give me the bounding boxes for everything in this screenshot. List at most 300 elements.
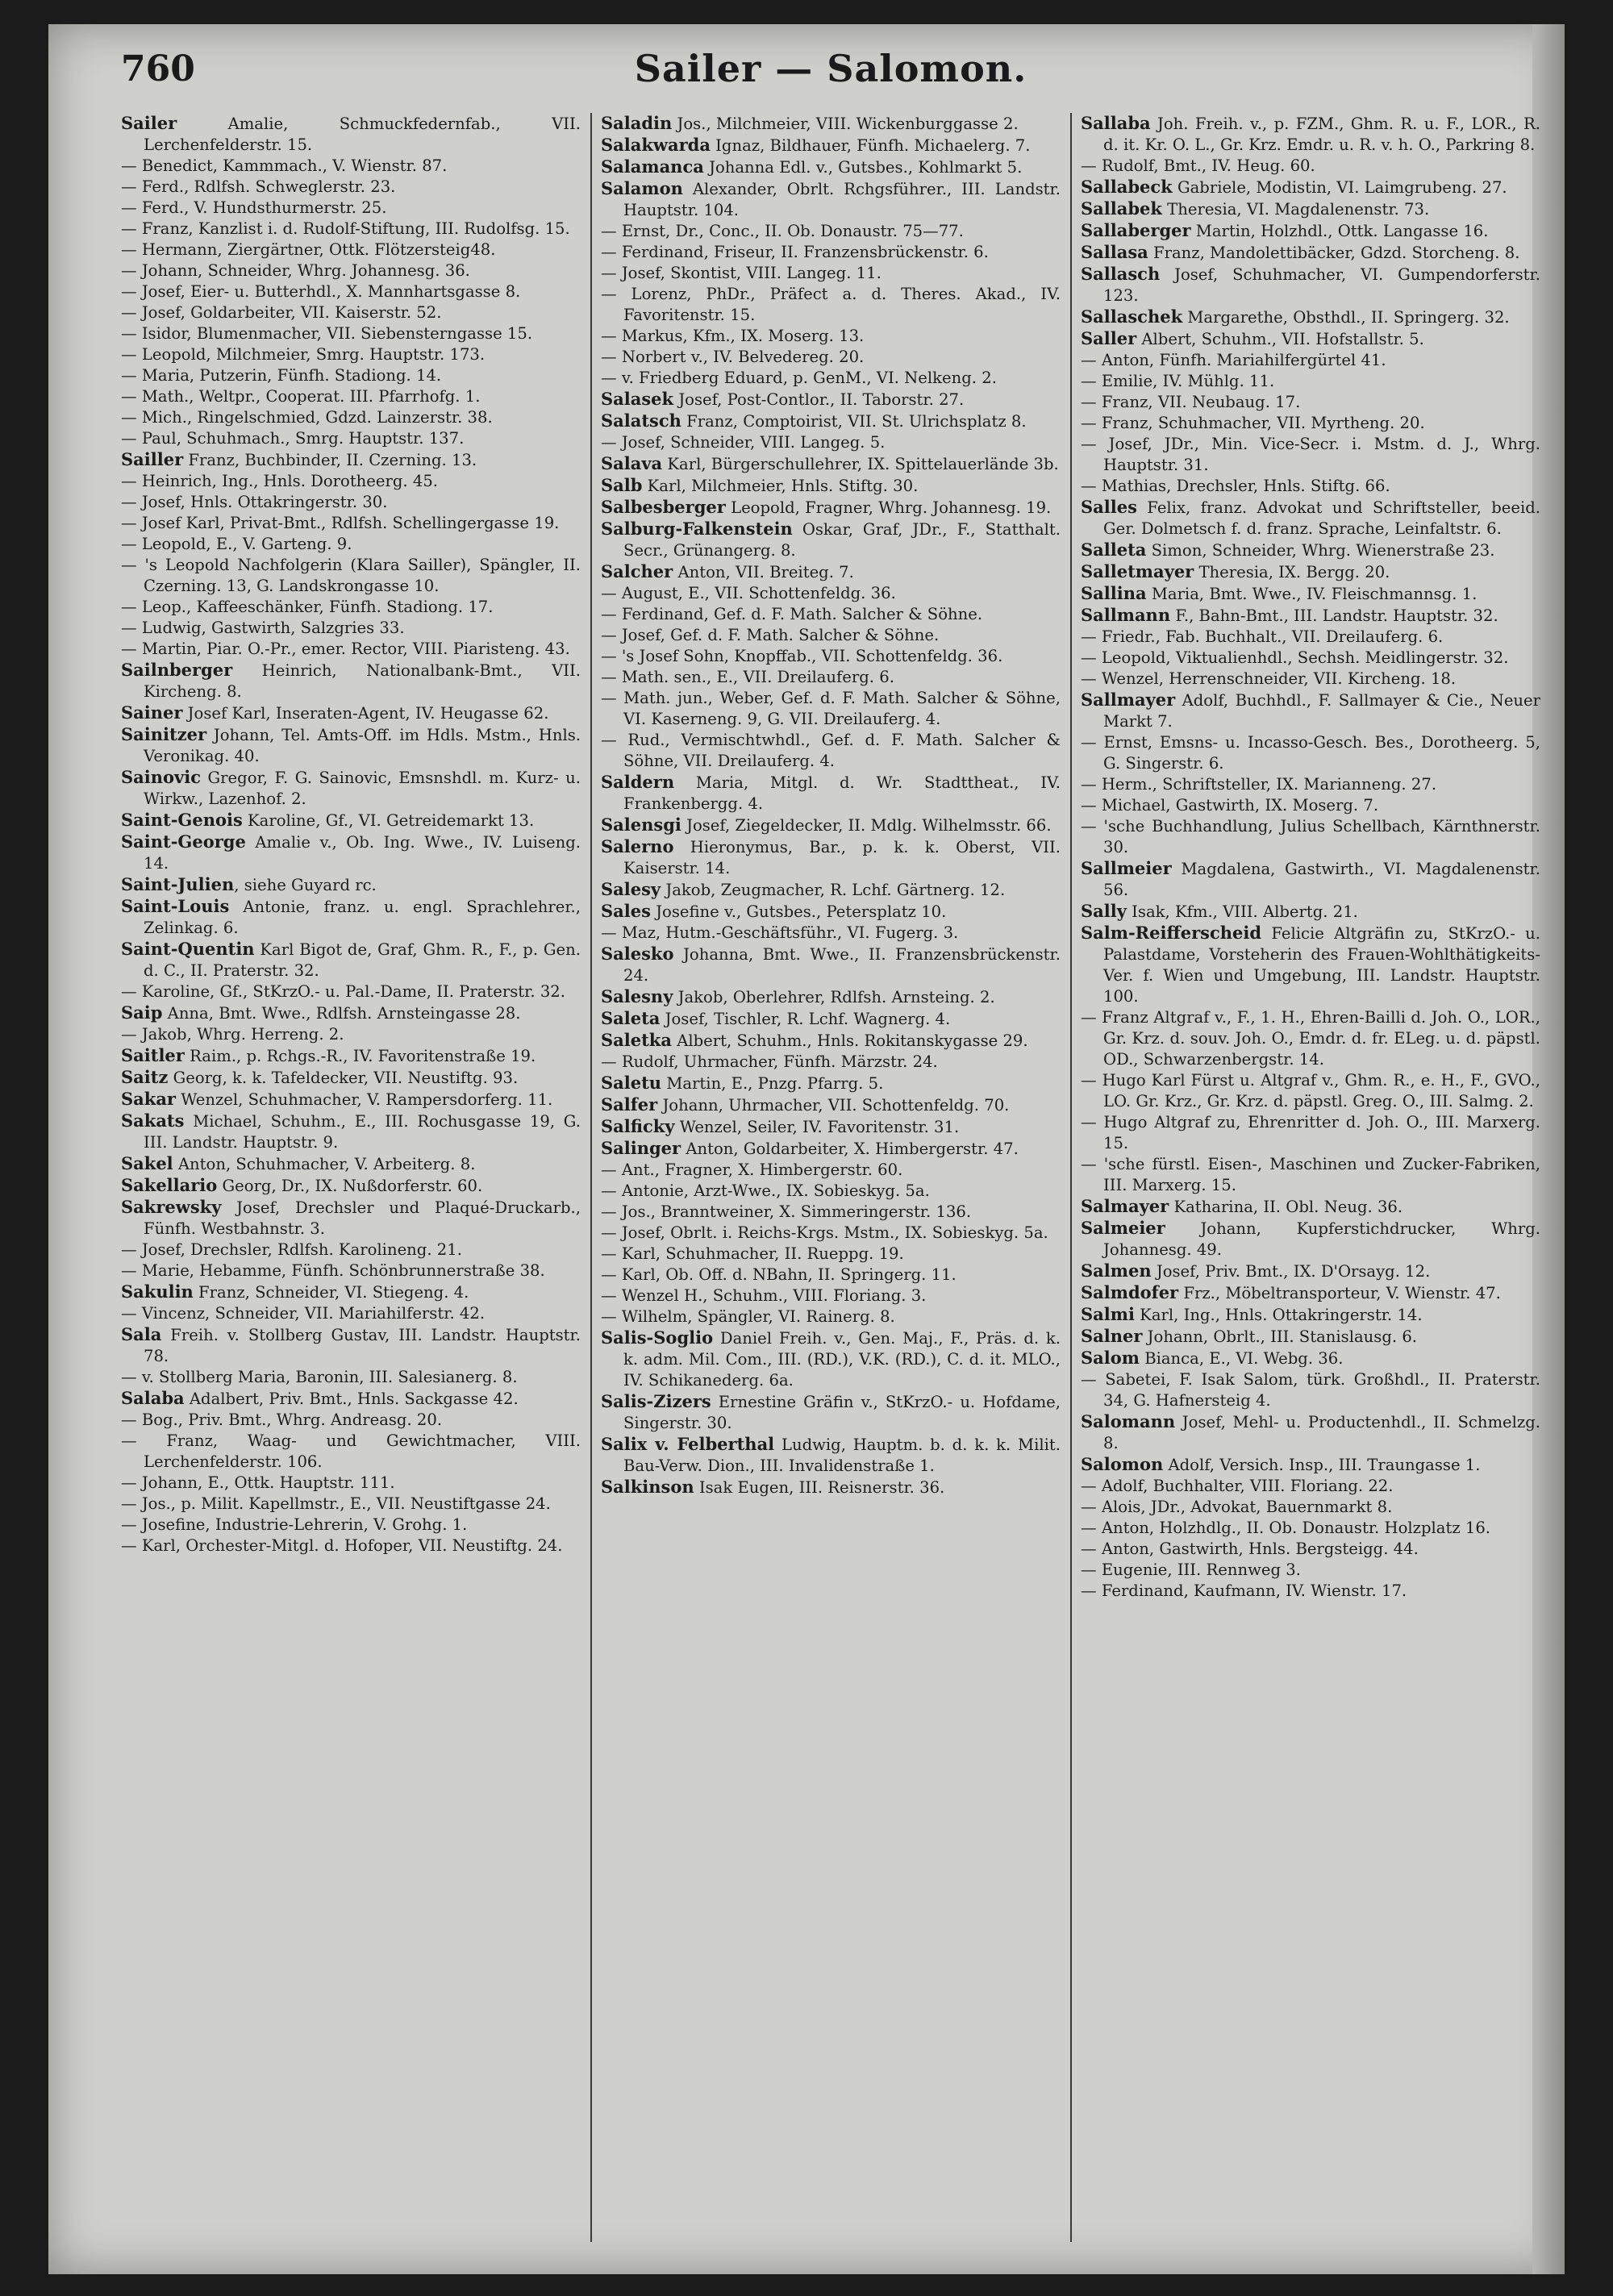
directory-entry <box>1081 392 1540 413</box>
directory-entry <box>1081 1476 1540 1497</box>
entry-details: Josef, Priv. Bmt., IX. D'Orsayg. 12. <box>1151 1262 1431 1281</box>
entry-surname: Sallmann <box>1081 605 1171 625</box>
directory-entry <box>601 1160 1061 1181</box>
entry-details: Franz, Buchbinder, II. Czerning. 13. <box>183 451 477 469</box>
directory-entry <box>121 1153 581 1175</box>
entry-surname: Sally <box>1081 901 1127 921</box>
entry-details: — Karoline, Gf., StKrzO.- u. Pal.-Dame, II. Praterstr. 32. <box>121 982 565 1001</box>
directory-entry <box>1081 177 1540 198</box>
entry-details: Josef, Tischler, R. Lchf. Wagnerg. 4. <box>660 1010 951 1028</box>
directory-entry <box>121 1281 581 1303</box>
directory-entry <box>1081 1070 1540 1112</box>
entry-details: Adolf, Versich. Insp., III. Traungasse 1. <box>1163 1456 1481 1474</box>
entry-details: — Anton, Fünfh. Mariahilfergürtel 41. <box>1081 351 1386 369</box>
directory-entry <box>121 981 581 1002</box>
entry-details: Daniel Freih. v., Gen. Maj., F., Präs. d. k. k. adm. Mil. Com., III. (RD.), V.K. (RD.), C. d. it. MLO., IV. Schikanederg. 6a. <box>623 1329 1061 1390</box>
directory-entry <box>1081 198 1540 220</box>
directory-entry <box>121 365 581 386</box>
entry-details: Freih. v. Stollberg Gustav, III. Landstr. Hauptstr. 78. <box>144 1326 581 1365</box>
entry-surname: Salesko <box>601 944 674 964</box>
entry-surname: Sallaba <box>1081 113 1151 133</box>
entry-details: Adalbert, Priv. Bmt., Hnls. Sackgasse 42. <box>184 1390 519 1408</box>
entry-details: Jakob, Zeugmacher, R. Lchf. Gärtnerg. 12. <box>661 881 1006 899</box>
entry-details: — Rudolf, Bmt., IV. Heug. 60. <box>1081 156 1315 175</box>
directory-entry <box>601 1477 1061 1498</box>
directory-entry <box>1081 1369 1540 1411</box>
column-divider <box>590 113 592 2242</box>
entry-surname: Sakellario <box>121 1175 218 1195</box>
entry-details: Joh. Freih. v., p. FZM., Ghm. R. u. F., LOR., R. d. it. Kr. O. L., Gr. Krz. Emdr. u. R. v. h. O., Parkring 8. <box>1103 115 1540 154</box>
entry-details: F., Bahn-Bmt., III. Landstr. Hauptstr. 32. <box>1170 606 1498 625</box>
entry-details: Heinrich, Nationalbank-Bmt., VII. Kircheng. 8. <box>144 661 581 701</box>
entry-details: — Franz, Schuhmacher, VII. Myrtheng. 20. <box>1081 414 1425 432</box>
entry-details: — Markus, Kfm., IX. Moserg. 13. <box>601 327 865 345</box>
entry-details: — Karl, Orchester-Mitgl. d. Hofoper, VII. Neustiftg. 24. <box>121 1536 563 1555</box>
entry-details: Katharina, II. Obl. Neug. 36. <box>1169 1198 1403 1216</box>
entry-details: — Leopold, Milchmeier, Smrg. Hauptstr. 173. <box>121 345 486 364</box>
entry-details: — Franz, Kanzlist i. d. Rudolf-Stiftung, III. Rudolfsg. 15. <box>121 219 570 238</box>
entry-details: Alexander, Obrlt. Rchgsführer., III. Landstr. Hauptstr. 104. <box>623 180 1061 219</box>
directory-entry <box>1081 1411 1540 1454</box>
entry-details: , siehe Guyard rc. <box>234 876 377 894</box>
directory-entry <box>1081 648 1540 669</box>
directory-entry <box>601 1094 1061 1116</box>
directory-entry <box>121 1261 581 1281</box>
entry-surname: Salamanca <box>601 156 704 177</box>
entry-details: Josef, Post-Contlor., II. Taborstr. 27. <box>673 390 965 409</box>
directory-entry <box>1081 413 1540 434</box>
column-2 <box>601 113 1061 2242</box>
directory-entry <box>121 1045 581 1067</box>
entry-details: — Johann, Schneider, Whrg. Johannesg. 36. <box>121 261 470 280</box>
directory-entry <box>601 410 1061 432</box>
directory-entry <box>121 281 581 302</box>
directory-entry <box>1081 1261 1540 1282</box>
entry-surname: Salakwarda <box>601 135 711 155</box>
directory-entry <box>601 135 1061 156</box>
entry-surname: Salaba <box>121 1388 185 1408</box>
directory-entry <box>1081 1560 1540 1581</box>
entry-surname: Salleta <box>1081 540 1147 560</box>
entry-surname: Sailnberger <box>121 660 233 680</box>
entry-details: — Bog., Priv. Bmt., Whrg. Andreasg. 20. <box>121 1411 443 1429</box>
directory-entry <box>601 1327 1061 1391</box>
directory-entry <box>121 260 581 281</box>
entry-details: — Josef, Drechsler, Rdlfsh. Karolineng. 21. <box>121 1240 462 1259</box>
directory-entry <box>601 389 1061 410</box>
entry-details: Leopold, Fragner, Whrg. Johannesg. 19. <box>725 498 1052 517</box>
entry-details: — Johann, E., Ottk. Hauptstr. 111. <box>121 1473 395 1492</box>
entry-details: — Ferd., V. Hundsthurmerstr. 25. <box>121 198 387 217</box>
directory-entry <box>121 1089 581 1110</box>
entry-details: Josef Karl, Inseraten-Agent, IV. Heugasse 62. <box>182 704 549 723</box>
entry-surname: Saleta <box>601 1008 661 1028</box>
directory-entry <box>601 156 1061 178</box>
entry-surname: Salbesberger <box>601 497 726 517</box>
entry-details: Magdalena, Gastwirth., VI. Magdalenenstr. 56. <box>1103 860 1540 899</box>
directory-entry <box>601 1030 1061 1052</box>
directory-entry <box>1081 1581 1540 1602</box>
directory-entry <box>121 555 581 597</box>
entry-details: Karl, Bürgerschullehrer, IX. Spittelauerlände 3b. <box>662 455 1059 473</box>
directory-entry <box>1081 264 1540 306</box>
entry-details: — Eugenie, III. Rennweg 3. <box>1081 1561 1301 1579</box>
entry-surname: Salm-Reifferscheid <box>1081 923 1262 943</box>
directory-entry <box>121 198 581 219</box>
directory-entry <box>121 1536 581 1556</box>
directory-entry <box>1081 306 1540 328</box>
entry-surname: Sakar <box>121 1089 176 1109</box>
entry-details: — Friedr., Fab. Buchhalt., VII. Dreilauferg. 6. <box>1081 627 1444 646</box>
directory-entry <box>601 1434 1061 1477</box>
entry-details: — 's Josef Sohn, Knopffab., VII. Schottenfeldg. 36. <box>601 647 1003 665</box>
directory-entry <box>601 836 1061 879</box>
entry-surname: Saint-George <box>121 831 246 852</box>
entry-details: — 'sche fürstl. Eisen-, Maschinen und Zucker-Fabriken, III. Marxerg. 15. <box>1081 1155 1540 1194</box>
directory-entry <box>121 449 581 471</box>
directory-entry <box>601 625 1061 646</box>
directory-entry <box>121 660 581 702</box>
entry-surname: Sainitzer <box>121 724 207 744</box>
directory-entry <box>1081 1497 1540 1518</box>
directory-entry <box>601 923 1061 944</box>
entry-details: Raim., p. Rchgs.-R., IV. Favoritenstraße 19. <box>184 1047 536 1065</box>
entry-details: — Leop., Kaffeeschänker, Fünfh. Stadiong. 17. <box>121 598 494 616</box>
entry-surname: Salis-Soglio <box>601 1327 714 1348</box>
directory-entry <box>601 688 1061 730</box>
entry-details: — Ludwig, Gastwirth, Salzgries 33. <box>121 619 405 637</box>
directory-entry <box>1081 795 1540 816</box>
entry-surname: Salmayer <box>1081 1196 1169 1216</box>
entry-details: Margarethe, Obsthdl., II. Springerg. 32. <box>1182 308 1510 327</box>
entry-details: — Michael, Gastwirth, IX. Moserg. 7. <box>1081 796 1379 815</box>
entry-surname: Salis-Zizers <box>601 1391 711 1411</box>
entry-details: Frz., Möbeltransporteur, V. Wienstr. 47. <box>1178 1284 1501 1302</box>
entry-details: Isak Eugen, III. Reisnerstr. 36. <box>694 1478 945 1497</box>
directory-entry <box>121 1367 581 1388</box>
directory-entry <box>1081 901 1540 923</box>
entry-details: Gregor, F. G. Sainovic, Emsnshdl. m. Kurz- u. Wirkw., Lazenhof. 2. <box>144 769 581 808</box>
entry-details: — Wenzel H., Schuhm., VIII. Floriang. 3. <box>601 1286 927 1305</box>
column-divider <box>1070 113 1072 2242</box>
entry-surname: Sala <box>121 1324 162 1344</box>
entry-details: Theresia, VI. Magdalenenstr. 73. <box>1161 200 1430 219</box>
directory-entry <box>121 1110 581 1153</box>
directory-entry <box>601 583 1061 604</box>
entry-details: — Jos., p. Milit. Kapellmstr., E., VII. Neustiftgasse 24. <box>121 1494 551 1513</box>
entry-details: — 's Leopold Nachfolgerin (Klara Sailler), Spängler, II. Czerning. 13, G. Landskrongasse 10. <box>121 556 581 595</box>
entry-details: — Franz, Waag- und Gewichtmacher, VIII. Lerchenfelderstr. 106. <box>121 1431 581 1471</box>
directory-entry <box>601 646 1061 667</box>
entry-details: Karl, Ing., Hnls. Ottakringerstr. 14. <box>1134 1306 1423 1324</box>
entry-details: Maria, Bmt. Wwe., IV. Fleischmannsg. 1. <box>1146 585 1478 603</box>
directory-entry <box>121 1024 581 1045</box>
entry-surname: Sallaberger <box>1081 220 1191 240</box>
directory-entry <box>121 1388 581 1410</box>
entry-details: — 'sche Buchhandlung, Julius Schellbach, Kärnthnerstr. 30. <box>1081 817 1540 856</box>
directory-entry <box>121 219 581 240</box>
directory-entry <box>1081 774 1540 795</box>
directory-entry <box>601 178 1061 221</box>
entry-details: Albert, Schuhm., Hnls. Rokitanskygasse 29. <box>671 1031 1028 1050</box>
entry-details: — Josef, Obrlt. i. Reichs-Krgs. Mstm., IX. Sobieskyg. 5a. <box>601 1223 1048 1242</box>
directory-entry <box>1081 328 1540 350</box>
entry-details: — Emilie, IV. Mühlg. 11. <box>1081 372 1275 390</box>
column-1 <box>121 113 581 2242</box>
entry-details: — Josef Karl, Privat-Bmt., Rdlfsh. Schellingergasse 19. <box>121 514 560 532</box>
entry-details: Josef, Drechsler und Plaqué-Druckarb., Fünfh. Westbahnstr. 3. <box>144 1198 581 1238</box>
directory-entry <box>1081 113 1540 156</box>
page-number: 760 <box>121 48 195 90</box>
directory-entry <box>601 1244 1061 1265</box>
entry-details: — Jakob, Whrg. Herreng. 2. <box>121 1025 344 1044</box>
directory-entry <box>1081 923 1540 1007</box>
entry-details: — August, E., VII. Schottenfeldg. 36. <box>601 584 896 602</box>
entry-details: Antonie, franz. u. engl. Sprachlehrer., Zelinkag. 6. <box>144 898 581 937</box>
directory-entry <box>121 386 581 407</box>
entry-details: Martin, Holzhdl., Ottk. Langasse 16. <box>1190 222 1489 240</box>
entry-details: Ludwig, Hauptm. b. d. k. k. Milit. Bau-Verw. Dion., III. Invalidenstraße 1. <box>623 1436 1061 1475</box>
entry-details: Josef, Ziegeldecker, II. Mdlg. Wilhelmsstr. 66. <box>681 816 1052 835</box>
entry-surname: Sallasch <box>1081 264 1161 284</box>
directory-entry <box>121 1067 581 1089</box>
entry-details: Josefine v., Gutsbes., Petersplatz 10. <box>650 902 947 921</box>
entry-surname: Saitz <box>121 1067 169 1087</box>
entry-details: — Lorenz, PhDr., Präfect a. d. Theres. Akad., IV. Favoritenstr. 15. <box>601 285 1061 324</box>
directory-entry <box>601 901 1061 923</box>
entry-details: Maria, Mitgl. d. Wr. Stadttheat., IV. Frankenbergg. 4. <box>623 773 1061 813</box>
directory-entry <box>121 302 581 323</box>
entry-surname: Salesy <box>601 879 661 899</box>
directory-entry <box>121 831 581 874</box>
directory-entry <box>121 492 581 513</box>
entry-details: — Benedict, Kammmach., V. Wienstr. 87. <box>121 156 448 175</box>
entry-surname: Saip <box>121 1002 163 1023</box>
directory-entry <box>1081 669 1540 690</box>
entry-details: — Ernst, Dr., Conc., II. Ob. Donaustr. 75—77. <box>601 222 964 240</box>
entry-surname: Salb <box>601 475 643 495</box>
directory-entry <box>1081 561 1540 583</box>
entry-details: — Math. sen., E., VII. Dreilauferg. 6. <box>601 668 894 686</box>
directory-entry <box>601 667 1061 688</box>
entry-surname: Sallmeier <box>1081 858 1172 878</box>
entry-details: Wenzel, Schuhmacher, V. Rampersdorferg. 11. <box>176 1090 553 1109</box>
directory-entry <box>121 407 581 428</box>
directory-entry <box>121 113 581 156</box>
entry-details: Johann, Uhrmacher, VII. Schottenfeldg. 70. <box>657 1096 1010 1115</box>
directory-entry <box>601 242 1061 263</box>
entry-details: Anton, Goldarbeiter, X. Himbergerstr. 47. <box>681 1140 1019 1158</box>
entry-surname: Saint-Julien <box>121 874 235 894</box>
entry-surname: Sainovic <box>121 767 201 787</box>
entry-surname: Sakrewsky <box>121 1197 222 1217</box>
entry-surname: Salomon <box>1081 1454 1164 1474</box>
directory-entry <box>601 772 1061 815</box>
entry-details: Franz, Mandolettibäcker, Gdzd. Storcheng. 8. <box>1148 244 1520 262</box>
entry-details: Johann, Tel. Amts-Off. im Hdls. Mstm., Hnls. Veronikag. 40. <box>144 726 581 765</box>
directory-entry <box>1081 1112 1540 1154</box>
directory-entry <box>121 471 581 492</box>
entry-details: — Wenzel, Herrenschneider, VII. Kircheng. 18. <box>1081 669 1457 688</box>
entry-details: Johanna Edl. v., Gutsbes., Kohlmarkt 5. <box>703 158 1023 177</box>
entry-details: — Math. jun., Weber, Gef. d. F. Math. Salcher & Söhne, VI. Kaserneng. 9, G. VII. Dreilauferg. 4. <box>601 689 1061 728</box>
directory-entry <box>121 1197 581 1240</box>
directory-entry <box>121 1240 581 1261</box>
entry-details: — Ant., Fragner, X. Himbergerstr. 60. <box>601 1161 903 1179</box>
entry-details: Adolf, Buchhdl., F. Sallmayer & Cie., Neuer Markt 7. <box>1103 691 1540 731</box>
entry-surname: Salner <box>1081 1326 1143 1346</box>
entry-surname: Saint-Genois <box>121 810 243 830</box>
entry-surname: Saitler <box>121 1045 185 1065</box>
entry-surname: Salomann <box>1081 1411 1176 1431</box>
directory-entry <box>601 604 1061 625</box>
entry-surname: Salmeier <box>1081 1218 1165 1238</box>
directory-entry <box>121 874 581 896</box>
entry-details: — Mathias, Drechsler, Hnls. Stiftg. 66. <box>1081 477 1390 495</box>
directory-entry <box>1081 1348 1540 1369</box>
entry-surname: Sakulin <box>121 1281 194 1302</box>
entry-details: Theresia, IX. Bergg. 20. <box>1194 563 1390 581</box>
entry-surname: Saldern <box>601 772 675 792</box>
directory-entry <box>1081 627 1540 648</box>
directory-entry <box>601 519 1061 561</box>
directory-entry <box>121 1303 581 1324</box>
directory-entry <box>601 368 1061 389</box>
directory-entry <box>121 767 581 810</box>
entry-surname: Sallabek <box>1081 198 1162 219</box>
entry-details: Oskar, Graf, JDr., F., Statthalt. Secr., Grünangerg. 8. <box>623 520 1061 560</box>
directory-entry <box>601 475 1061 497</box>
entry-details: Karl Bigot de, Graf, Ghm. R., F., p. Gen. d. C., II. Praterstr. 32. <box>144 940 581 980</box>
entry-surname: Sallabeck <box>1081 177 1173 197</box>
directory-entry <box>1081 1218 1540 1261</box>
entry-details: — Ferd., Rdlfsh. Schweglerstr. 23. <box>121 177 396 196</box>
entry-surname: Sallasa <box>1081 242 1148 262</box>
entry-details: — Josef, JDr., Min. Vice-Secr. i. Mstm. d. J., Whrg. Hauptstr. 31. <box>1081 435 1540 474</box>
directory-entry <box>121 810 581 831</box>
directory-entry <box>1081 858 1540 901</box>
directory-entry <box>121 1324 581 1367</box>
entry-details: — Anton, Holzhdlg., II. Ob. Donaustr. Holzplatz 16. <box>1081 1519 1491 1537</box>
entry-details: Bianca, E., VI. Webg. 36. <box>1139 1349 1344 1368</box>
entry-surname: Saller <box>1081 328 1137 348</box>
directory-entry <box>1081 371 1540 392</box>
directory-entry <box>121 1002 581 1024</box>
entry-details: Felix, franz. Advokat und Schriftsteller, beeid. Ger. Dolmetsch f. d. franz. Sprache, Leinfaltstr. 6. <box>1103 498 1540 538</box>
entry-details: — v. Stollberg Maria, Baronin, III. Salesianerg. 8. <box>121 1368 518 1386</box>
entry-details: — Martin, Piar. O.-Pr., emer. Rector, VIII. Piaristeng. 43. <box>121 640 570 658</box>
directory-entry <box>601 1202 1061 1223</box>
entry-details: — Mich., Ringelschmied, Gdzd. Lainzerstr. 38. <box>121 408 493 427</box>
directory-entry <box>121 156 581 177</box>
entry-details: — Paul, Schuhmach., Smrg. Hauptstr. 137. <box>121 429 465 448</box>
entry-details: — Wilhelm, Spängler, VI. Rainerg. 8. <box>601 1307 895 1326</box>
entry-details: — Alois, JDr., Advokat, Bauernmarkt 8. <box>1081 1498 1393 1516</box>
directory-entry <box>601 453 1061 475</box>
directory-entry <box>601 1265 1061 1286</box>
entry-surname: Sales <box>601 901 651 921</box>
directory-entry <box>121 724 581 767</box>
entry-surname: Salcher <box>601 561 673 581</box>
entry-details: Georg, k. k. Tafeldecker, VII. Neustiftg. 93. <box>168 1069 519 1087</box>
entry-surname: Saladin <box>601 113 673 133</box>
directory-entry <box>601 879 1061 901</box>
directory-entry <box>1081 220 1540 242</box>
directory-entry <box>121 1494 581 1515</box>
directory-entry <box>601 113 1061 135</box>
directory-entry <box>601 944 1061 986</box>
entry-details: Josef, Mehl- u. Productenhdl., II. Schmelzg. 8. <box>1103 1413 1540 1452</box>
directory-entry <box>601 1223 1061 1244</box>
entry-surname: Salfer <box>601 1094 658 1115</box>
entry-details: — Hermann, Ziergärtner, Ottk. Flötzersteig48. <box>121 240 496 259</box>
entry-details: Johann, Kupferstichdrucker, Whrg. Johannesg. 49. <box>1103 1219 1540 1259</box>
entry-details: Franz, Schneider, VI. Stiegeng. 4. <box>193 1283 469 1302</box>
entry-details: — Jos., Branntweiner, X. Simmeringerstr. 136. <box>601 1202 972 1221</box>
entry-details: — Isidor, Blumenmacher, VII. Siebensterngasse 15. <box>121 324 533 343</box>
directory-entry <box>601 986 1061 1008</box>
directory-entry <box>1081 350 1540 371</box>
entry-surname: Saint-Louis <box>121 896 230 916</box>
entry-details: — Josef, Goldarbeiter, VII. Kaiserstr. 52. <box>121 303 442 322</box>
directory-page <box>48 24 1565 2274</box>
entry-details: Jos., Milchmeier, VIII. Wickenburggasse 2. <box>672 115 1019 133</box>
directory-entry <box>601 432 1061 453</box>
directory-entry <box>601 284 1061 326</box>
entry-details: — Josefine, Industrie-Lehrerin, V. Grohg. 1. <box>121 1515 468 1534</box>
entry-details: — Josef, Schneider, VIII. Langeg. 5. <box>601 433 886 452</box>
entry-details: Wenzel, Seiler, IV. Favoritenstr. 31. <box>674 1118 960 1136</box>
directory-entry <box>1081 156 1540 177</box>
entry-details: — Norbert v., IV. Belvedereg. 20. <box>601 348 865 366</box>
directory-entry <box>1081 1304 1540 1326</box>
entry-surname: Salmi <box>1081 1304 1135 1324</box>
directory-entry <box>121 597 581 618</box>
entry-details: — Herm., Schriftsteller, IX. Marianneng. 27. <box>1081 775 1437 794</box>
directory-entry <box>1081 583 1540 605</box>
entry-details: — Josef, Eier- u. Butterhdl., X. Mannhartsgasse 8. <box>121 282 521 301</box>
entry-surname: Salletmayer <box>1081 561 1194 581</box>
directory-entry <box>601 1138 1061 1160</box>
entry-details: — Math., Weltpr., Cooperat. III. Pfarrhofg. 1. <box>121 387 481 406</box>
directory-entry <box>121 1175 581 1197</box>
directory-entry <box>601 1116 1061 1138</box>
entry-details: Amalie v., Ob. Ing. Wwe., IV. Luiseng. 14. <box>144 833 581 873</box>
directory-entry <box>601 1073 1061 1094</box>
entry-details: Felicie Altgräfin zu, StKrzO.- u. Palastdame, Vorsteherin des Frauen-Wohlthätigkeits-Ver. f. Wien und Umgebung, III. Landstr. Hauptstr. 100. <box>1103 924 1540 1006</box>
entry-details: Josef, Schuhmacher, VI. Gumpendorferstr. 123. <box>1103 265 1540 305</box>
entry-surname: Sakel <box>121 1153 173 1173</box>
entry-details: — Maz, Hutm.-Geschäftsführ., VI. Fugerg. 3. <box>601 923 959 942</box>
entry-details: Martin, E., Pnzg. Pfarrg. 5. <box>661 1074 884 1093</box>
entry-surname: Salmen <box>1081 1261 1152 1281</box>
directory-entry <box>121 240 581 260</box>
directory-entry <box>121 1515 581 1536</box>
entry-details: Johanna, Bmt. Wwe., II. Franzensbrückenstr. 24. <box>623 945 1061 985</box>
directory-entry <box>601 1181 1061 1202</box>
entry-columns <box>121 113 1540 2242</box>
directory-entry <box>1081 816 1540 858</box>
entry-details: Albert, Schuhm., VII. Hofstallstr. 5. <box>1136 330 1424 348</box>
directory-entry <box>601 1008 1061 1030</box>
entry-surname: Salmdofer <box>1081 1282 1179 1302</box>
directory-entry <box>121 618 581 639</box>
directory-entry <box>601 1391 1061 1434</box>
directory-entry <box>121 939 581 981</box>
entry-surname: Sallaschek <box>1081 306 1183 327</box>
entry-surname: Salkinson <box>601 1477 694 1497</box>
entry-surname: Saint-Quentin <box>121 939 255 959</box>
